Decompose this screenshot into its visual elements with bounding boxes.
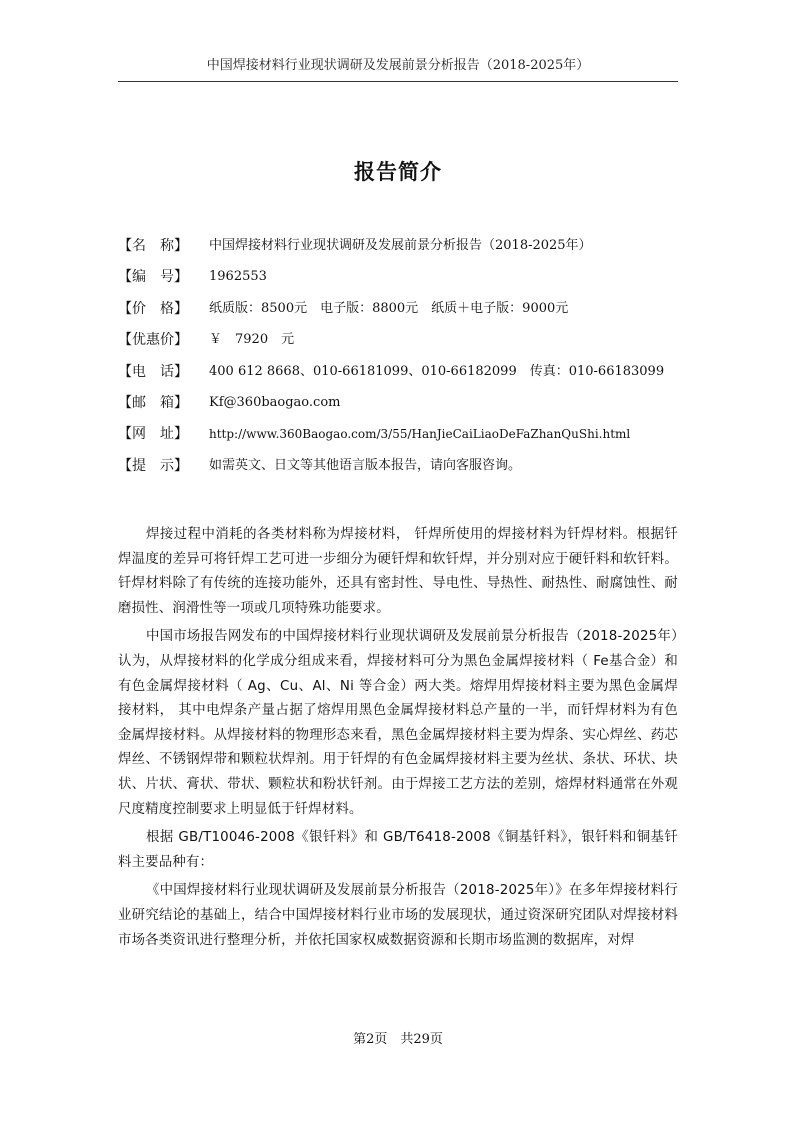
meta-value-name: 中国焊接材料行业现状调研及发展前景分析报告（2018-2025年） (209, 238, 592, 253)
body-paragraph: 中国市场报告网发布的中国焊接材料行业现状调研及发展前景分析报告（2018-2025年）认为，从焊接材料的化学成分组成来看，焊接材料可分为黑色金属焊接材料（ Fe基合金）和有色金属焊接材料（ Ag、Cu、Al、Ni 等合金）两大类。熔焊用焊接材料主要为黑色金属焊接材料， 其中电焊条产量占据了熔焊用黑色金属焊接材料总产量的一半，而钎焊材料为有色金属焊接材料。从焊接材料的物理形态来看，黑色金属焊接材料主要为焊条、实心焊丝、药芯焊丝、不锈钢焊带和颗粒状焊剂。用于钎焊的有色金属焊接材料主要为丝状、条状、环状、块状、片状、膏状、带状、颗粒状和粉状钎剂。由于焊接工艺方法的差别，熔焊材料通常在外观尺度精度控制要求上明显低于钎焊材料。 (118, 629, 678, 817)
body-paragraph: 《中国焊接材料行业现状调研及发展前景分析报告（2018-2025年）》在多年焊接材料行业研究结论的基础上，结合中国焊接材料行业市场的发展现状，通过资深研究团队对焊接材料市场各类资讯进行整理分析，并依托国家权威数据资源和长期市场监测的数据库，对焊 (118, 883, 678, 948)
meta-row-name (118, 236, 678, 267)
meta-value-number: 1962553 (209, 269, 267, 285)
page-title: 报告简介 (354, 160, 442, 184)
meta-label-phone: 【电 话】 (118, 363, 188, 380)
meta-label-notice: 【提 示】 (118, 457, 188, 474)
meta-label-website: 【网 址】 (118, 426, 188, 443)
running-header: 中国焊接材料行业现状调研及发展前景分析报告（2018-2025年） (206, 58, 590, 73)
meta-label-name: 【名 称】 (118, 238, 188, 254)
page-number: 第2页 共29页 (353, 1032, 443, 1047)
header-divider (118, 81, 678, 82)
meta-row-discount-price (118, 330, 678, 361)
body-paragraph: 根据 GB/T10046-2008《银钎料》和 GB/T6418-2008《铜基钎料》，银钎料和铜基钎料主要品种有： (118, 830, 678, 870)
meta-value-website-link[interactable]: http://www.360Baogao.com/3/55/HanJieCaiLiaoDeFaZhanQuShi.html (209, 427, 631, 442)
meta-row-email (118, 393, 678, 424)
meta-label-number: 【编 号】 (118, 269, 188, 286)
meta-label-email: 【邮 箱】 (118, 394, 188, 411)
meta-label-price: 【价 格】 (118, 300, 188, 317)
meta-row-phone (118, 362, 678, 393)
meta-value-discount-price: ￥ 7920 元 (209, 332, 295, 348)
body-paragraph: 焊接过程中消耗的各类材料称为焊接材料， 钎焊所使用的焊接材料为钎焊材料。根据钎焊温度的差异可将钎焊工艺可进一步细分为硬钎焊和软钎焊，并分别对应于硬钎料和软钎料。钎焊材料除了有传统的连接功能外，还具有密封性、导电性、导热性、耐热性、耐腐蚀性、耐磨损性、润滑性等一项或几项特殊功能要求。 (118, 527, 678, 616)
meta-value-price: 纸质版：8500元 电子版：8800元 纸质＋电子版：9000元 (209, 300, 569, 316)
meta-row-notice (118, 456, 678, 487)
report-introduction-body (118, 523, 678, 957)
meta-row-number (118, 267, 678, 298)
report-meta-list (118, 236, 678, 487)
meta-label-discount-price: 【优惠价】 (118, 332, 188, 349)
meta-row-website (118, 424, 678, 455)
meta-row-price (118, 299, 678, 330)
meta-value-email[interactable]: Kf@360baogao.com (209, 394, 341, 410)
meta-value-notice: 如需英文、日文等其他语言版本报告，请向客服咨询。 (209, 457, 522, 473)
meta-value-phone: 400 612 8668、010-66181099、010-66182099 传真：010-66183099 (209, 363, 665, 379)
